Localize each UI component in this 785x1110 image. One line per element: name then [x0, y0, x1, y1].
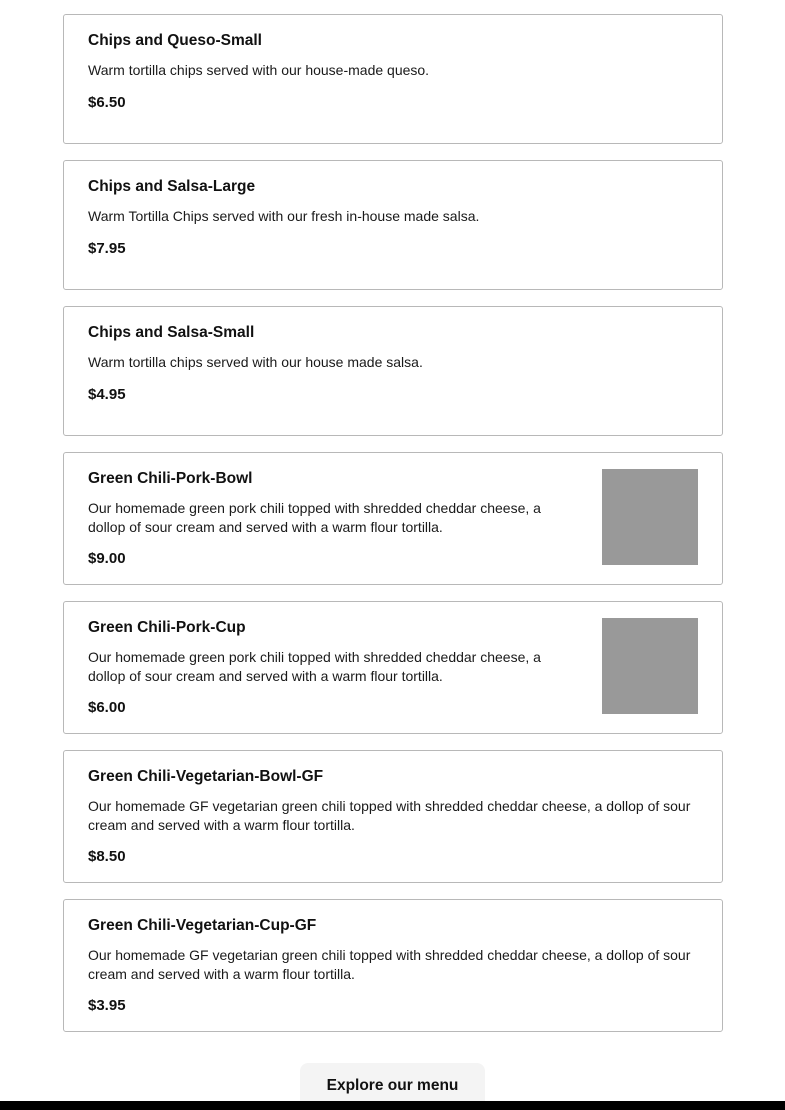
- menu-item-card[interactable]: [63, 899, 723, 1032]
- menu-item-text: [88, 323, 698, 405]
- menu-item-description: Warm tortilla chips served with our house-made queso.: [88, 62, 430, 78]
- menu-item-price: $4.95: [88, 385, 126, 403]
- menu-item-text: [88, 31, 698, 113]
- menu-item-price: $3.95: [88, 997, 126, 1014]
- bottom-bar: [0, 1101, 785, 1110]
- menu-item-card[interactable]: [63, 452, 723, 585]
- menu-item-text: [88, 916, 698, 1016]
- menu-item-name: Green Chili-Vegetarian-Bowl-GF: [88, 768, 324, 785]
- menu-item-price: $6.00: [88, 699, 126, 716]
- explore-menu-button[interactable]: Explore our menu: [300, 1063, 485, 1109]
- menu-item-description: Our homemade green pork chili topped with shredded cheddar cheese, a dollop of sour cream and served with a warm flour tortilla.: [88, 649, 541, 684]
- menu-item-description: Our homemade GF vegetarian green chili topped with shredded cheddar cheese, a dollop of sour cream and served with a warm flour tortilla.: [88, 798, 691, 833]
- menu-item-price: $7.95: [88, 239, 126, 257]
- menu-item-card[interactable]: [63, 14, 723, 144]
- menu-item-name: Chips and Salsa-Small: [88, 324, 255, 341]
- menu-item-card[interactable]: [63, 160, 723, 290]
- menu-item-description: Warm tortilla chips served with our house made salsa.: [88, 354, 423, 370]
- menu-item-name: Green Chili-Pork-Cup: [88, 619, 246, 636]
- menu-item-name: Green Chili-Pork-Bowl: [88, 470, 253, 487]
- menu-item-card[interactable]: [63, 750, 723, 883]
- menu-item-text: [88, 767, 698, 867]
- menu-item-text: [88, 618, 576, 718]
- menu-item-name: Green Chili-Vegetarian-Cup-GF: [88, 917, 317, 934]
- menu-item-description: Our homemade green pork chili topped with shredded cheddar cheese, a dollop of sour cream and served with a warm flour tortilla.: [88, 500, 541, 535]
- menu-item-card[interactable]: [63, 601, 723, 734]
- menu-item-card[interactable]: [63, 306, 723, 436]
- menu-item-price: $8.50: [88, 848, 126, 865]
- menu-item-text: [88, 177, 698, 259]
- menu-item-description: Warm Tortilla Chips served with our fresh in-house made salsa.: [88, 208, 480, 224]
- menu-item-list: [63, 14, 723, 1048]
- menu-item-price: $6.50: [88, 93, 126, 111]
- menu-item-name: Chips and Queso-Small: [88, 32, 262, 49]
- menu-item-name: Chips and Salsa-Large: [88, 178, 256, 195]
- menu-item-image-placeholder[interactable]: [602, 618, 698, 714]
- menu-item-image-placeholder[interactable]: [602, 469, 698, 565]
- menu-item-text: [88, 469, 576, 569]
- menu-item-description: Our homemade GF vegetarian green chili topped with shredded cheddar cheese, a dollop of sour cream and served with a warm flour tortilla.: [88, 947, 691, 982]
- menu-item-price: $9.00: [88, 550, 126, 567]
